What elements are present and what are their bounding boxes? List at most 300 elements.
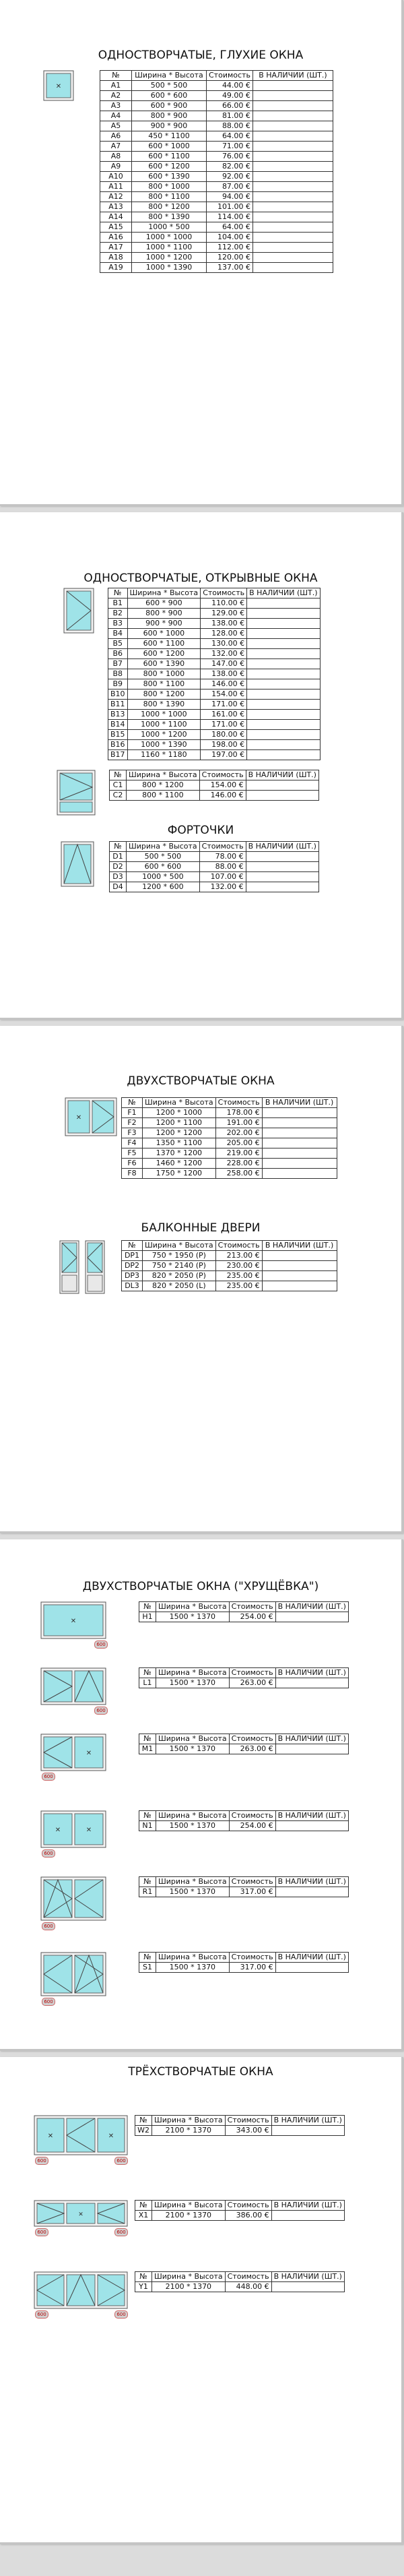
cell-price: 180.00 €: [201, 730, 247, 740]
price-table-c: [109, 770, 319, 801]
cell-stock: [252, 101, 333, 111]
cell-stock: [247, 679, 320, 689]
cell-size: 450 * 1100: [132, 131, 207, 142]
cell-stock: [247, 629, 320, 639]
cell-number: B15: [108, 730, 128, 740]
table-row: [100, 142, 333, 152]
cell-price: 78.00 €: [199, 852, 246, 862]
cell-number: A6: [100, 131, 132, 142]
cell-size: 1000 * 500: [127, 872, 200, 882]
balcony-door-left-icon: [59, 1240, 79, 1294]
table-row: [110, 852, 319, 862]
cell-size: 900 * 900: [127, 619, 201, 629]
cell-number: C1: [110, 780, 127, 791]
catalog-page-4: [0, 1539, 403, 2051]
cell-number: A19: [100, 263, 132, 273]
col-size: Ширина * Высота: [127, 588, 201, 599]
cell-stock: [252, 131, 333, 142]
table-header-row: [122, 1241, 337, 1251]
col-size: Ширина * Высота: [152, 2201, 226, 2211]
cell-price: 94.00 €: [207, 192, 253, 202]
cell-size: 800 * 1000: [132, 182, 207, 192]
cell-price: 146.00 €: [201, 679, 247, 689]
cell-stock: [262, 1159, 337, 1169]
khrush-window-h1-icon: [40, 1601, 106, 1639]
cell-stock: [262, 1128, 337, 1138]
price-table-m1: [139, 1734, 349, 1754]
table-row: [100, 101, 333, 111]
balcony-door-right-icon: [85, 1240, 105, 1294]
cell-number: D4: [110, 882, 127, 892]
table-row: [110, 872, 319, 882]
col-number: №: [108, 588, 128, 599]
cell-size: 800 * 1200: [127, 689, 201, 700]
cell-stock: [271, 2211, 344, 2221]
cell-stock: [252, 111, 333, 121]
table-header-row: [110, 842, 319, 852]
svg-text:✕: ✕: [86, 1750, 92, 1757]
table-row: [122, 1159, 337, 1169]
col-stock: В НАЛИЧИИ (ШТ.): [262, 1241, 337, 1251]
table-row: [122, 1261, 337, 1271]
table-row: [108, 700, 321, 710]
cell-stock: [247, 730, 320, 740]
table-row: [100, 172, 333, 182]
cell-size: 600 * 1390: [132, 172, 207, 182]
cell-price: 254.00 €: [229, 1821, 275, 1831]
col-stock: В НАЛИЧИИ (ШТ.): [275, 1877, 348, 1887]
cell-number: A3: [100, 101, 132, 111]
col-stock: В НАЛИЧИИ (ШТ.): [275, 1734, 348, 1744]
cell-price: 81.00 €: [207, 111, 253, 121]
col-price: Стоимость: [229, 1668, 275, 1678]
cell-number: A15: [100, 222, 132, 233]
col-price: Стоимость: [215, 1241, 262, 1251]
cell-number: B14: [108, 720, 128, 730]
cell-stock: [275, 1744, 348, 1754]
cell-number: D3: [110, 872, 127, 882]
table-row: [110, 882, 319, 892]
col-stock: В НАЛИЧИИ (ШТ.): [275, 1953, 348, 1963]
cell-stock: [247, 689, 320, 700]
cell-stock: [252, 81, 333, 91]
section-title-double-windows: ДВУХСТВОРЧАТЫЕ ОКНА: [127, 1074, 275, 1088]
section-title-balcony-doors: БАЛКОННЫЕ ДВЕРИ: [141, 1221, 261, 1235]
price-table-r1: [139, 1876, 349, 1897]
cell-stock: [275, 1887, 348, 1897]
cell-stock: [252, 142, 333, 152]
cell-size: 800 * 1390: [127, 700, 201, 710]
col-stock: В НАЛИЧИИ (ШТ.): [271, 2272, 344, 2282]
cell-size: 1000 * 1200: [127, 730, 201, 740]
cell-number: B17: [108, 750, 128, 760]
cell-stock: [246, 872, 318, 882]
table-row: [108, 639, 321, 649]
cell-size: 900 * 900: [132, 121, 207, 131]
cell-size: 750 * 2140 (P): [143, 1261, 216, 1271]
cell-size: 600 * 900: [127, 599, 201, 609]
khrush-window-s1-icon: [40, 1952, 106, 1996]
cell-size: 1000 * 1390: [127, 740, 201, 750]
dimension-badge: 600: [42, 1998, 55, 2006]
cell-price: 64.00 €: [207, 131, 253, 142]
cell-price: 154.00 €: [201, 689, 247, 700]
cell-stock: [262, 1281, 337, 1291]
table-header-row: [139, 1953, 349, 1963]
dimension-badge: 600: [42, 1922, 55, 1930]
cell-stock: [247, 720, 320, 730]
cell-size: 1000 * 1000: [127, 710, 201, 720]
col-size: Ширина * Высота: [156, 1668, 230, 1678]
cell-size: 800 * 1000: [127, 669, 201, 679]
cell-stock: [246, 862, 318, 872]
cell-size: 800 * 1200: [127, 780, 200, 791]
table-row: [100, 152, 333, 162]
cell-number: DP3: [122, 1271, 143, 1281]
col-number: №: [139, 1734, 156, 1744]
table-header-row: [139, 1602, 349, 1612]
cell-number: F4: [122, 1138, 143, 1148]
cell-size: 600 * 1200: [127, 649, 201, 659]
cell-number: B1: [108, 599, 128, 609]
cell-price: 219.00 €: [215, 1148, 262, 1159]
col-stock: В НАЛИЧИИ (ШТ.): [275, 1811, 348, 1821]
table-row: [135, 2211, 345, 2221]
cell-price: 263.00 €: [229, 1744, 275, 1754]
table-row: [139, 1821, 349, 1831]
cell-number: DP2: [122, 1261, 143, 1271]
cell-stock: [275, 1612, 348, 1622]
col-stock: В НАЛИЧИИ (ШТ.): [271, 2201, 344, 2211]
cell-number: B10: [108, 689, 128, 700]
cell-number: B5: [108, 639, 128, 649]
table-row: [108, 720, 321, 730]
cell-number: B2: [108, 609, 128, 619]
table-row: [108, 609, 321, 619]
col-stock: В НАЛИЧИИ (ШТ.): [252, 71, 333, 81]
svg-text:✕: ✕: [55, 83, 62, 90]
cell-price: 49.00 €: [207, 91, 253, 101]
table-row: [122, 1169, 337, 1179]
cell-price: 71.00 €: [207, 142, 253, 152]
cell-price: 161.00 €: [201, 710, 247, 720]
cell-size: 820 * 2050 (L): [143, 1281, 216, 1291]
col-size: Ширина * Высота: [152, 2272, 226, 2282]
cell-number: A4: [100, 111, 132, 121]
cell-size: 800 * 1100: [127, 791, 200, 801]
dimension-badge: 600: [114, 2228, 128, 2236]
cell-stock: [246, 791, 318, 801]
cell-stock: [252, 162, 333, 172]
table-row: [122, 1251, 337, 1261]
cell-stock: [247, 659, 320, 669]
cell-size: 1350 * 1100: [143, 1138, 216, 1148]
cell-stock: [247, 609, 320, 619]
cell-number: B3: [108, 619, 128, 629]
table-row: [139, 1744, 349, 1754]
cell-number: A13: [100, 202, 132, 212]
table-row: [122, 1128, 337, 1138]
cell-price: 76.00 €: [207, 152, 253, 162]
cell-number: F8: [122, 1169, 143, 1179]
col-number: №: [139, 1811, 156, 1821]
cell-price: 92.00 €: [207, 172, 253, 182]
cell-size: 1000 * 500: [132, 222, 207, 233]
col-number: №: [139, 1877, 156, 1887]
table-row: [100, 81, 333, 91]
cell-size: 2100 * 1370: [152, 2211, 226, 2221]
cell-stock: [252, 202, 333, 212]
cell-number: D2: [110, 862, 127, 872]
cell-size: 800 * 900: [127, 609, 201, 619]
table-row: [110, 862, 319, 872]
svg-text:✕: ✕: [75, 1114, 82, 1122]
cell-number: B11: [108, 700, 128, 710]
table-row: [135, 2282, 345, 2292]
table-row: [122, 1108, 337, 1118]
cell-price: 101.00 €: [207, 202, 253, 212]
table-row: [108, 629, 321, 639]
col-stock: В НАЛИЧИИ (ШТ.): [246, 842, 318, 852]
cell-size: 1200 * 1000: [143, 1108, 216, 1118]
cell-price: 263.00 €: [229, 1678, 275, 1688]
cell-price: 66.00 €: [207, 101, 253, 111]
table-row: [108, 649, 321, 659]
cell-number: B8: [108, 669, 128, 679]
blind-window-icon: [43, 70, 74, 101]
col-number: №: [139, 1602, 156, 1612]
table-row: [108, 750, 321, 760]
dimension-badge: 600: [94, 1707, 108, 1715]
cell-price: 129.00 €: [201, 609, 247, 619]
section-title-triple-windows: ТРЁХСТВОРЧАТЫЕ ОКНА: [128, 2065, 273, 2079]
cell-price: 137.00 €: [207, 263, 253, 273]
col-size: Ширина * Высота: [143, 1241, 216, 1251]
cell-number: H1: [139, 1612, 156, 1622]
svg-text:✕: ✕: [47, 2133, 54, 2140]
triple-window-x1-icon: [34, 2200, 128, 2227]
catalog-page-1: [0, 0, 403, 506]
col-price: Стоимость: [199, 842, 246, 852]
table-row: [100, 212, 333, 222]
col-price: Стоимость: [199, 770, 246, 780]
cell-stock: [252, 121, 333, 131]
cell-number: DP1: [122, 1251, 143, 1261]
svg-text:✕: ✕: [86, 1827, 92, 1834]
cell-price: 230.00 €: [215, 1261, 262, 1271]
cell-size: 820 * 2050 (P): [143, 1271, 216, 1281]
table-header-row: [108, 588, 321, 599]
cell-price: 235.00 €: [215, 1281, 262, 1291]
table-row: [108, 619, 321, 629]
cell-stock: [247, 710, 320, 720]
khrush-window-n1-icon: [40, 1810, 106, 1848]
cell-number: B4: [108, 629, 128, 639]
cell-size: 500 * 500: [127, 852, 200, 862]
price-table-blind: [100, 70, 333, 273]
price-table-l1: [139, 1667, 349, 1688]
svg-text:✕: ✕: [55, 1827, 61, 1834]
table-row: [139, 1612, 349, 1622]
table-row: [100, 233, 333, 243]
col-size: Ширина * Высота: [156, 1811, 230, 1821]
cell-size: 1500 * 1370: [156, 1821, 230, 1831]
khrush-window-r1-icon: [40, 1876, 106, 1921]
col-size: Ширина * Высота: [143, 1098, 216, 1108]
cell-number: F3: [122, 1128, 143, 1138]
cell-number: B13: [108, 710, 128, 720]
cell-size: 600 * 1100: [132, 152, 207, 162]
col-price: Стоимость: [229, 1811, 275, 1821]
cell-number: A10: [100, 172, 132, 182]
cell-stock: [252, 253, 333, 263]
table-row: [100, 222, 333, 233]
col-number: №: [110, 842, 127, 852]
triple-window-y1-icon: [34, 2271, 128, 2309]
cell-price: 88.00 €: [199, 862, 246, 872]
col-size: Ширина * Высота: [156, 1602, 230, 1612]
cell-stock: [252, 233, 333, 243]
cell-size: 1160 * 1180: [127, 750, 201, 760]
cell-price: 197.00 €: [201, 750, 247, 760]
cell-stock: [247, 669, 320, 679]
catalog-page-5: [0, 2057, 403, 2544]
cell-number: A14: [100, 212, 132, 222]
cell-stock: [252, 243, 333, 253]
price-table-y1: [135, 2271, 345, 2292]
col-number: №: [135, 2201, 152, 2211]
cell-size: 1000 * 1390: [132, 263, 207, 273]
cell-size: 1200 * 600: [127, 882, 200, 892]
cell-price: 146.00 €: [199, 791, 246, 801]
col-price: Стоимость: [229, 1877, 275, 1887]
cell-number: A17: [100, 243, 132, 253]
cell-stock: [247, 639, 320, 649]
cell-price: 132.00 €: [199, 882, 246, 892]
col-stock: В НАЛИЧИИ (ШТ.): [275, 1602, 348, 1612]
cell-size: 2100 * 1370: [152, 2282, 226, 2292]
cell-price: 258.00 €: [215, 1169, 262, 1179]
table-row: [100, 131, 333, 142]
cell-stock: [262, 1118, 337, 1128]
table-row: [108, 679, 321, 689]
table-row: [139, 1678, 349, 1688]
double-window-icon: [65, 1097, 117, 1136]
table-header-row: [122, 1098, 337, 1108]
col-number: №: [135, 2116, 152, 2126]
dimension-badge: 600: [42, 1773, 55, 1781]
col-size: Ширина * Высота: [127, 842, 200, 852]
cell-price: 132.00 €: [201, 649, 247, 659]
cell-stock: [252, 152, 333, 162]
cell-size: 800 * 900: [132, 111, 207, 121]
cell-number: X1: [135, 2211, 152, 2221]
dimension-badge: 600: [94, 1640, 108, 1649]
dimension-badge: 600: [35, 2310, 48, 2319]
table-row: [108, 599, 321, 609]
cell-size: 1500 * 1370: [156, 1744, 230, 1754]
table-header-row: [135, 2116, 345, 2126]
col-price: Стоимость: [225, 2116, 271, 2126]
cell-price: 110.00 €: [201, 599, 247, 609]
table-header-row: [139, 1811, 349, 1821]
price-table-h1: [139, 1601, 349, 1622]
cell-number: A2: [100, 91, 132, 101]
table-row: [100, 192, 333, 202]
cell-stock: [262, 1261, 337, 1271]
cell-stock: [262, 1251, 337, 1261]
cell-price: 64.00 €: [207, 222, 253, 233]
dimension-badge: 600: [114, 2310, 128, 2319]
cell-stock: [247, 740, 320, 750]
cell-size: 500 * 500: [132, 81, 207, 91]
cell-number: A8: [100, 152, 132, 162]
cell-number: B7: [108, 659, 128, 669]
cell-number: A5: [100, 121, 132, 131]
cell-stock: [262, 1169, 337, 1179]
col-size: Ширина * Высота: [156, 1734, 230, 1744]
table-header-row: [110, 770, 319, 780]
cell-size: 600 * 1000: [127, 629, 201, 639]
price-table-balcony: [121, 1240, 337, 1291]
col-price: Стоимость: [229, 1953, 275, 1963]
cell-price: 198.00 €: [201, 740, 247, 750]
section-title-opening-windows: ОДНОСТВОРЧАТЫЕ, ОТКРЫВНЫЕ ОКНА: [83, 572, 318, 585]
col-price: Стоимость: [229, 1602, 275, 1612]
table-row: [139, 1963, 349, 1973]
svg-text:✕: ✕: [70, 1618, 77, 1625]
cell-number: B16: [108, 740, 128, 750]
cell-price: 87.00 €: [207, 182, 253, 192]
cell-stock: [246, 852, 318, 862]
cell-number: B6: [108, 649, 128, 659]
cell-stock: [262, 1271, 337, 1281]
cell-number: M1: [139, 1744, 156, 1754]
table-row: [100, 121, 333, 131]
col-size: Ширина * Высота: [132, 71, 207, 81]
table-row: [100, 111, 333, 121]
cell-size: 600 * 1000: [132, 142, 207, 152]
cell-size: 600 * 1390: [127, 659, 201, 669]
cell-stock: [252, 182, 333, 192]
cell-stock: [247, 649, 320, 659]
table-row: [100, 202, 333, 212]
table-row: [108, 669, 321, 679]
price-table-n1: [139, 1810, 349, 1831]
table-row: [135, 2126, 345, 2136]
table-row: [108, 659, 321, 669]
cell-number: F2: [122, 1118, 143, 1128]
cell-size: 600 * 600: [132, 91, 207, 101]
cell-price: 107.00 €: [199, 872, 246, 882]
cell-price: 235.00 €: [215, 1271, 262, 1281]
table-row: [100, 91, 333, 101]
col-price: Стоимость: [229, 1734, 275, 1744]
table-row: [122, 1118, 337, 1128]
col-number: №: [139, 1668, 156, 1678]
cell-number: B9: [108, 679, 128, 689]
cell-size: 1460 * 1200: [143, 1159, 216, 1169]
cell-size: 800 * 1200: [132, 202, 207, 212]
col-stock: В НАЛИЧИИ (ШТ.): [247, 588, 320, 599]
table-row: [139, 1887, 349, 1897]
col-stock: В НАЛИЧИИ (ШТ.): [246, 770, 318, 780]
cell-size: 800 * 1100: [132, 192, 207, 202]
cell-size: 600 * 900: [132, 101, 207, 111]
cell-price: 202.00 €: [215, 1128, 262, 1138]
table-row: [108, 689, 321, 700]
cell-number: A16: [100, 233, 132, 243]
